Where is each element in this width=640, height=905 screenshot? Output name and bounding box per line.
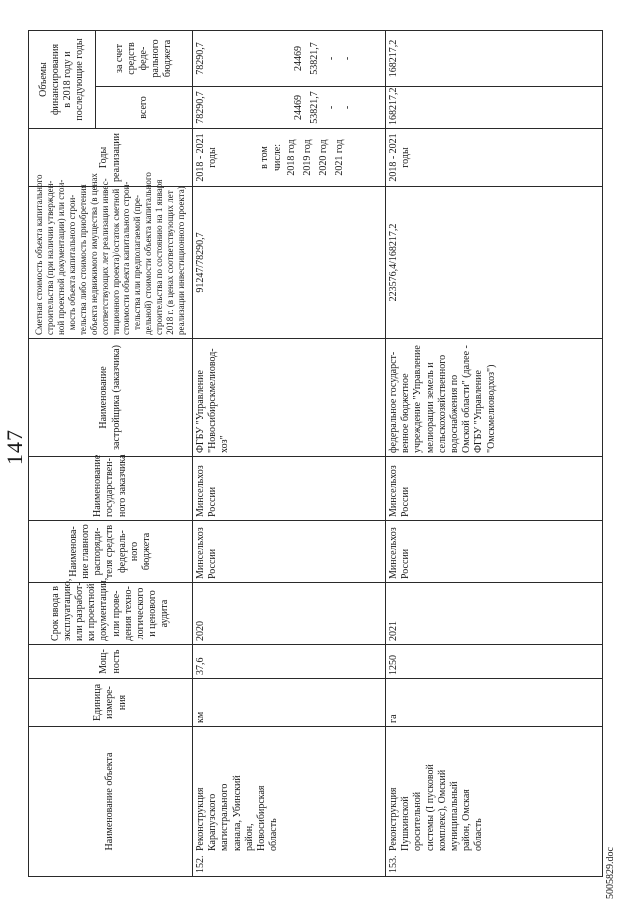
header-unit: Единица измере- ния (29, 679, 193, 727)
customer-cell: Минсельхоз России (386, 457, 603, 521)
header-funding: Объемы финансирования в 2018 году и последующие годы (29, 30, 96, 128)
total-cell: 168217,2 (386, 87, 603, 129)
federal-cell: 78290,7 24469 53821,7 - - (193, 30, 386, 86)
object-name-cell: 152. Реконструкция Карапузского магистрального канала, Убинский район, Новосибирская область (193, 727, 386, 877)
unit-cell: км (193, 679, 386, 727)
header-object-name: Наименование объекта (29, 727, 193, 877)
administrator-cell: Минсельхоз России (193, 521, 386, 583)
capacity-cell: 1250 (386, 645, 603, 679)
cost-cell: 91247/78290,7 (193, 187, 386, 339)
header-row (29, 30, 96, 876)
federal-cell: 168217,2 (386, 30, 603, 86)
header-capacity: Мощ- ность (29, 645, 193, 679)
term-cell: 2021 (386, 583, 603, 645)
table-row (386, 30, 603, 876)
header-funding-total: всего (96, 87, 193, 129)
header-developer: Наименование застройщика (заказчика) (29, 339, 193, 457)
total-cell: 78290,7 24469 53821,7 - - (193, 87, 386, 129)
header-funding-federal: за счет средств феде- рального бюджета (96, 30, 193, 86)
developer-cell: ФГБУ "Управление "Новосибирскмелиовод- хоз" (193, 339, 386, 457)
header-estimated-cost: Сметная стоимость объекта капитального строительства (при наличии утвержден- ной проектной документации) или стои- мость объекта капитального строи- тельства либо стоимость приобретения объекта недвижимого имущества (в ценах соответствующих лет реализации инвес- тиционного проекта)/остаток сметной стоимости объекта капитального строи- тельства или предполагаемой (пре- дельной) стоимости объекта капитального строительства по состоянию на 1 января 2018 г. (в ценах соответствующих лет реализации инвестиционного проекта) (29, 187, 193, 339)
header-commissioning-term: Срок ввода в эксплуатацию, или разработ- ки проектной документации, или прове- дения техно- логического и ценового аудита (29, 583, 193, 645)
years-cell: 2018 - 2021 годы (386, 129, 603, 187)
developer-cell: федеральное государст- венное бюджетное учреждение "Управление мелиорации земель и сельскохозяйственного водоснабжения по Омской области" (далее - ФГБУ "Управление "Омскмелиоводхоз") (386, 339, 603, 457)
header-state-customer: Наименование государствен- ного заказчика (29, 457, 193, 521)
capacity-cell: 37,6 (193, 645, 386, 679)
object-name-cell: 153. Реконструкция Пушкинской оросительной системы (I пусковой комплекс), Омский муниципальный район, Омская область (386, 727, 603, 877)
header-years: Годы реализации (29, 129, 193, 187)
unit-cell: га (386, 679, 603, 727)
table-row (193, 30, 386, 876)
document-code: 5005829.doc (605, 847, 616, 899)
header-main-administrator: Наименова- ние главного распоряди- теля средств федераль- ного бюджета (29, 521, 193, 583)
investment-objects-table (28, 30, 603, 877)
cost-cell: 223576,4/168217,2 (386, 187, 603, 339)
page-number: 147 (2, 429, 27, 465)
term-cell: 2020 (193, 583, 386, 645)
years-cell: 2018 - 2021 годы в том числе: 2018 год 2019 год 2020 год 2021 год (193, 129, 386, 187)
customer-cell: Минсельхоз России (193, 457, 386, 521)
administrator-cell: Минсельхоз России (386, 521, 603, 583)
